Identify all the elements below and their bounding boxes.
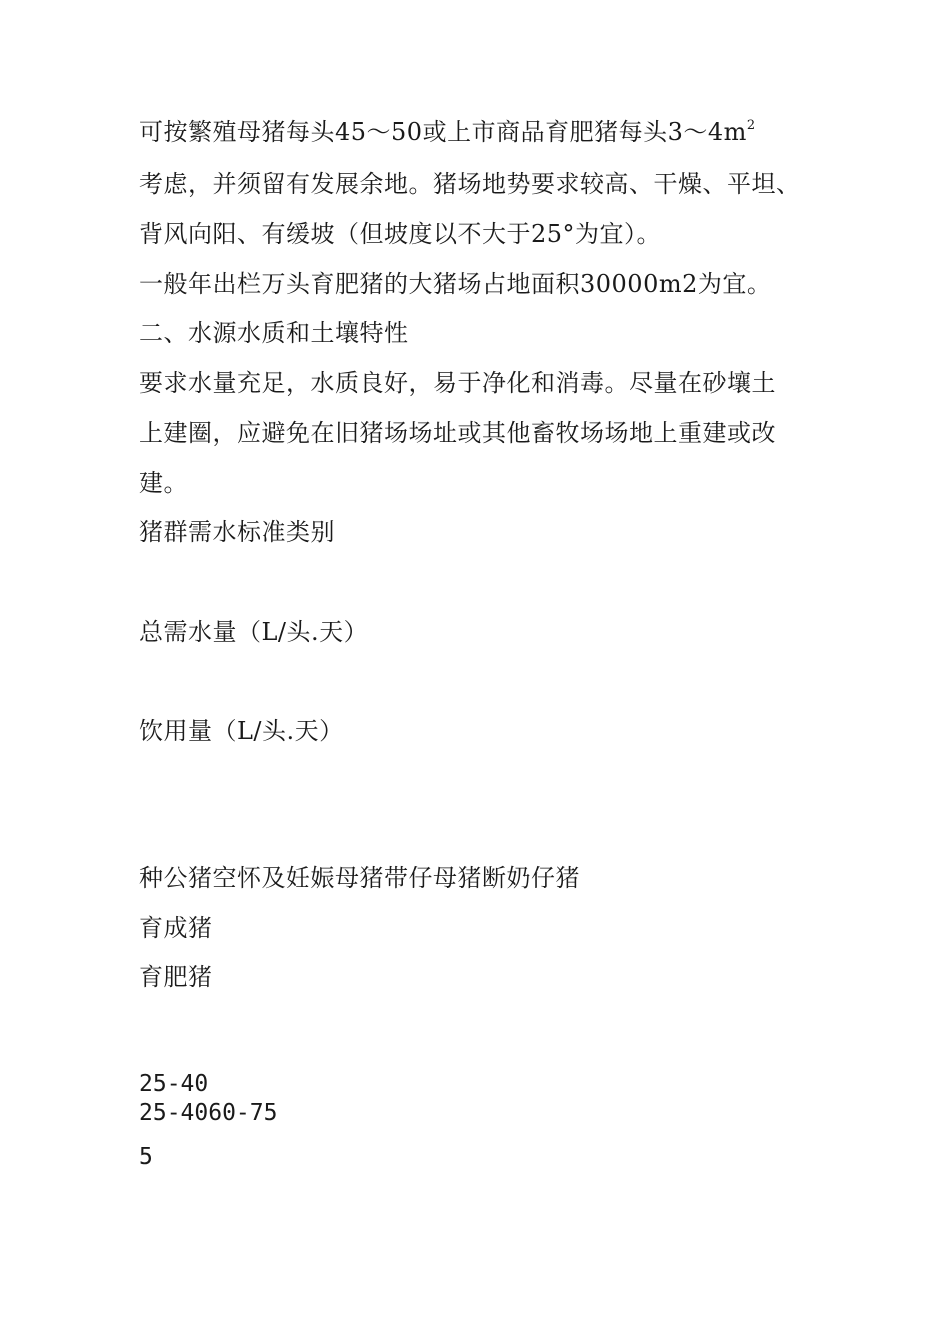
table-caption: 猪群需水标准类别	[139, 518, 335, 546]
table-value: 25-4060-75	[139, 1100, 278, 1126]
table-value: 5	[139, 1144, 153, 1170]
paragraph-line: 要求水量充足，水质良好，易于净化和消毒。尽量在砂壤土	[139, 369, 776, 397]
paragraph-line: 建。	[139, 469, 188, 497]
paragraph-text: 可按繁殖母猪每头45～50或上市商品育肥猪每头3～4m	[139, 118, 747, 146]
column-header-drinking-water: 饮用量（L/头.天）	[139, 717, 344, 745]
section-heading: 二、水源水质和土壤特性	[139, 319, 409, 347]
paragraph-line: 上建圈，应避免在旧猪场场址或其他畜牧场场地上重建或改	[139, 419, 776, 447]
row-label-pig-types: 种公猪空怀及妊娠母猪带仔母猪断奶仔猪	[139, 864, 580, 892]
paragraph-line: 一般年出栏万头育肥猪的大猪场占地面积30000m2为宜。	[139, 270, 772, 298]
paragraph-line: 考虑，并须留有发展余地。猪场地势要求较高、干燥、平坦、	[139, 170, 801, 198]
table-value: 25-40	[139, 1071, 209, 1097]
row-label-finisher: 育肥猪	[139, 963, 213, 991]
superscript: 2	[746, 118, 756, 133]
paragraph-land-area	[139, 117, 756, 147]
paragraph-line: 背风向阳、有缓坡（但坡度以不大于25°为宜）。	[139, 220, 662, 248]
row-label-grower: 育成猪	[139, 914, 213, 942]
column-header-total-water: 总需水量（L/头.天）	[139, 618, 369, 646]
